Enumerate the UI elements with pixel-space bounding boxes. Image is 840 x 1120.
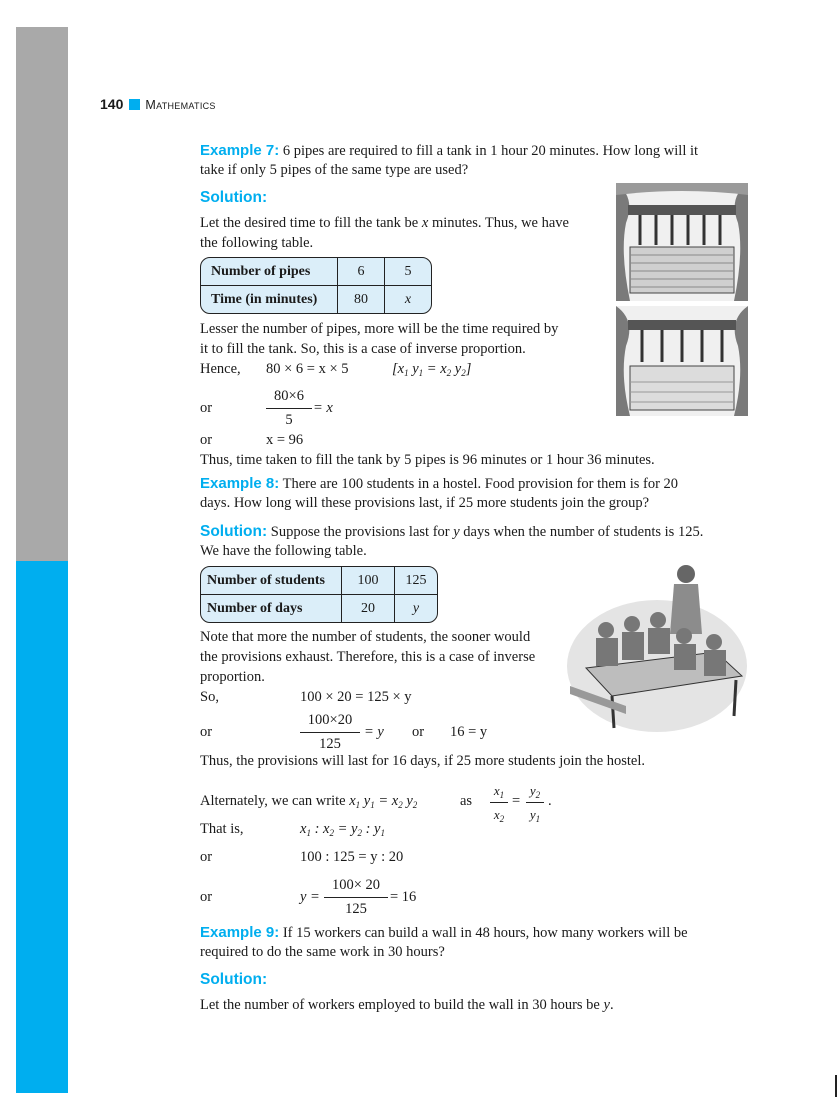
example8-sol-line1 xyxy=(200,522,703,542)
table-cell: y xyxy=(412,601,420,616)
tank-with-pipes-illustration xyxy=(616,183,748,301)
sol-text: minutes. Thus, we have xyxy=(428,215,569,231)
example8-para3: proportion. xyxy=(200,669,265,685)
sol-text: Let the number of workers employed to build the wall in 30 hours be xyxy=(200,997,604,1013)
header-square-icon xyxy=(129,99,140,110)
example9-solution-label: Solution: xyxy=(200,971,268,988)
example8-text2: days. How long will these provisions last, if 25 more students join the group? xyxy=(200,495,650,511)
fraction-denominator: $x_2$ xyxy=(493,807,505,824)
hence-equation: 80 × 6 = x × 5 xyxy=(266,361,349,377)
page-header xyxy=(100,95,216,115)
fraction-numerator: $y_2$ xyxy=(526,781,544,803)
sol-text: Let the desired time to fill the tank be xyxy=(200,215,422,231)
table-cell: 20 xyxy=(342,595,395,622)
sol-variable: y xyxy=(453,524,460,540)
alternate-equation: $x_1$ $y_1 = x_2$ $y_2$ xyxy=(349,793,418,810)
fraction-numerator: $x_1$ xyxy=(490,781,508,803)
fraction-numerator: 100×20 xyxy=(300,711,360,733)
table-cell: 80 xyxy=(338,286,385,313)
table-cell: x xyxy=(404,292,412,307)
page-edge-mark xyxy=(835,1075,837,1097)
table-cell: 5 xyxy=(385,258,431,286)
example7-text1: 6 pipes are required to fill a tank in 1 hour 20 minutes. How long will it xyxy=(282,143,699,159)
period: . xyxy=(548,793,552,809)
so-label: So, xyxy=(200,689,219,705)
tank-with-fewer-pipes-illustration xyxy=(616,306,748,416)
fraction-numerator: 100× 20 xyxy=(324,876,388,898)
fraction-lhs: y = xyxy=(300,889,320,905)
fraction-denominator: $y_1$ xyxy=(529,807,541,824)
or-label: or xyxy=(200,724,213,740)
result-equation: 16 = y xyxy=(450,724,488,740)
table-cell: 6 xyxy=(338,258,385,286)
fraction-rhs: = 16 xyxy=(390,889,417,905)
table-cell: 125 xyxy=(395,567,437,595)
alternate-line xyxy=(200,792,417,811)
pipes-time-table xyxy=(200,257,432,314)
fraction-numerator: 80×6 xyxy=(266,387,312,409)
thatis-label: That is, xyxy=(200,821,244,837)
sol-variable: x xyxy=(421,215,429,231)
sol-text: Suppose the provisions last for xyxy=(270,524,454,540)
example8-para2: the provisions exhaust. Therefore, this is a case of inverse xyxy=(200,649,536,665)
example8-sol-line2: We have the following table. xyxy=(200,543,367,559)
example7-solution-label: Solution: xyxy=(200,189,268,206)
example7-line1 xyxy=(200,141,698,161)
table-row xyxy=(201,567,437,595)
example9-sol-line1 xyxy=(200,996,614,1015)
so-equation: 100 × 20 = 125 × y xyxy=(300,689,412,705)
example9-text1: If 15 workers can build a wall in 48 hours, how many workers will be xyxy=(282,925,688,941)
fraction-denominator: 5 xyxy=(285,412,293,428)
alternate-text: Alternately, we can write xyxy=(200,793,346,809)
example7-sol-line1 xyxy=(200,214,569,233)
fraction-rhs: = x xyxy=(313,400,333,416)
book-title: Mathematics xyxy=(145,98,216,112)
ratio-equation: 100 : 125 = y : 20 xyxy=(300,849,404,865)
fraction-denominator: 125 xyxy=(345,901,367,917)
or-label: or xyxy=(412,724,425,740)
fraction-x1-over-x2 xyxy=(490,781,508,824)
sol-text: . xyxy=(609,997,614,1013)
sol-text: days when the number of students is 125. xyxy=(459,524,704,540)
fraction-100x20-over-125-second xyxy=(324,876,388,919)
students-days-table xyxy=(200,566,438,623)
fraction-100x20-over-125 xyxy=(300,711,360,754)
example7-para2: it to fill the tank. So, this is a case of inverse proportion. xyxy=(200,341,526,357)
sidebar-blue-band xyxy=(16,561,68,1093)
example8-text1: There are 100 students in a hostel. Food provision for them is for 20 xyxy=(282,476,679,492)
fraction-y2-over-y1 xyxy=(526,781,544,824)
table-header-cell: Number of pipes xyxy=(201,258,338,286)
page-number: 140 xyxy=(100,96,124,112)
table-cell: 100 xyxy=(342,567,395,595)
sidebar-gray-band xyxy=(16,27,68,561)
table-header-cell: Number of students xyxy=(201,567,342,595)
table-row xyxy=(201,258,431,286)
thatis-equation: $x_1$ : $x_2 = y_2$ : $y_1$ xyxy=(300,821,385,838)
example7-sol-line2: the following table. xyxy=(200,235,314,251)
example9-line1 xyxy=(200,923,688,943)
table-row xyxy=(201,595,437,622)
table-header-cell: Time (in minutes) xyxy=(201,286,338,313)
bracket-equation: [$x_1$ $y_1 = x_2$ $y_2$] xyxy=(392,361,472,378)
table-row xyxy=(201,286,431,313)
example8-solution-label: Solution: xyxy=(200,523,268,540)
example8-label: Example 8: xyxy=(200,475,280,492)
fraction-80x6-over-5 xyxy=(266,387,312,430)
example7-para1: Lesser the number of pipes, more will be the time required by xyxy=(200,321,559,337)
students-eating-illustration xyxy=(566,556,748,736)
fraction-denominator: 125 xyxy=(319,736,341,752)
example9-label: Example 9: xyxy=(200,924,280,941)
example8-line1 xyxy=(200,474,678,494)
or-label: or xyxy=(200,432,213,448)
hence-label: Hence, xyxy=(200,361,241,377)
example8-para1: Note that more the number of students, the sooner would xyxy=(200,629,531,645)
as-label: as xyxy=(460,793,473,809)
example9-text2: required to do the same work in 30 hours? xyxy=(200,944,445,960)
result-equation: x = 96 xyxy=(266,432,304,448)
table-header-cell: Number of days xyxy=(201,595,342,622)
example8-conclusion: Thus, the provisions will last for 16 days, if 25 more students join the hostel. xyxy=(200,753,646,769)
example7-conclusion: Thus, time taken to fill the tank by 5 pipes is 96 minutes or 1 hour 36 minutes. xyxy=(200,452,655,468)
example7-text2: take if only 5 pipes of the same type are used? xyxy=(200,162,469,178)
sol-variable: y xyxy=(603,997,610,1013)
or-label: or xyxy=(200,400,213,416)
or-label: or xyxy=(200,889,213,905)
equals-sign: = xyxy=(512,793,521,809)
or-label: or xyxy=(200,849,213,865)
fraction-rhs: = y xyxy=(364,724,384,740)
example7-label: Example 7: xyxy=(200,142,280,159)
